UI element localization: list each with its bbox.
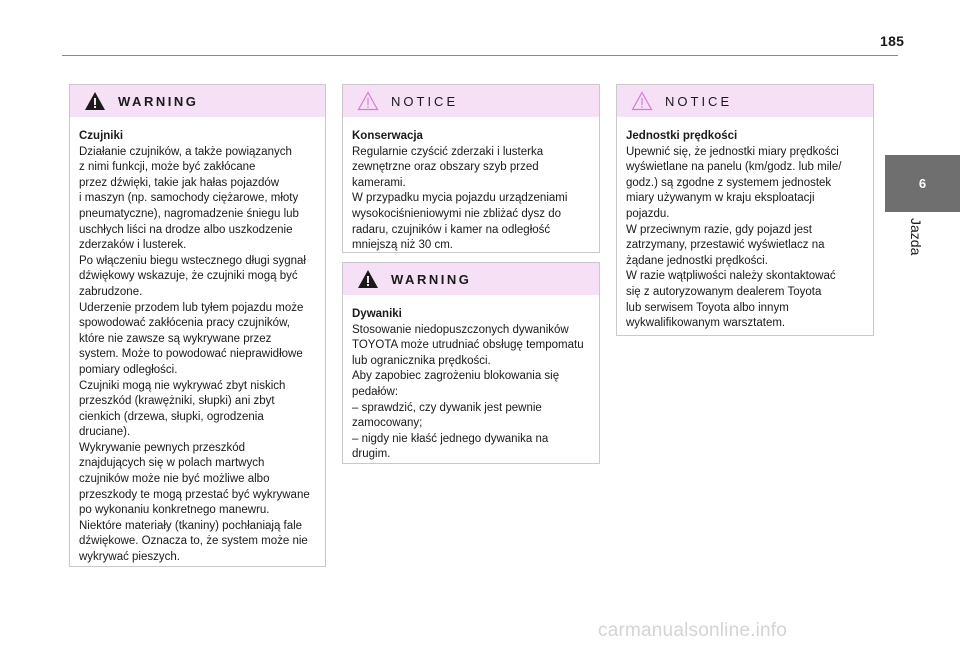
card-text-line: spowodować zakłócenia pracy czujników,	[79, 317, 290, 330]
card-text-line: Aby zapobiec zagrożeniu blokowania się	[352, 370, 560, 383]
card-heading: Dywaniki	[352, 308, 402, 320]
card-text-line: po wykonaniu konkretnego manewru.	[79, 504, 270, 517]
card-text-line: wykrywać pieszych.	[79, 551, 180, 564]
card-text-line: wyświetlane na panelu (km/godz. lub mile/	[626, 161, 842, 174]
card-heading: Jednostki prędkości	[626, 130, 738, 142]
card-text-line: Stosowanie niedopuszczonych dywaników	[352, 323, 569, 336]
card-text-line: znajdujących się w polach martwych	[79, 457, 265, 470]
card-text-line: zamocowany;	[352, 417, 423, 430]
card-text-line: zatrzymany, przestawić wyświetlacz na	[626, 239, 825, 252]
card-text-line: przeszkód (krawężniki, słupki) ani zbyt	[79, 395, 275, 408]
card-title: NOTICE	[665, 93, 733, 109]
card-header	[70, 85, 325, 117]
section-number: 6	[918, 176, 927, 191]
section-title-container	[906, 218, 930, 278]
card-text-line: zabrudzone.	[79, 285, 143, 298]
card-text-line: TOYOTA może utrudniać obsługę tempomatu	[352, 339, 584, 352]
card-text-line: miary używanym w kraju eksploatacji	[626, 192, 815, 205]
warning-triangle-icon	[84, 91, 106, 111]
card-text-line: dźwiękowy wskazuje, że czujniki mogą być	[79, 270, 298, 283]
section-title: Jazda	[908, 218, 924, 256]
page-number: 185	[880, 33, 905, 49]
card-title: WARNING	[391, 271, 472, 287]
card-header	[343, 85, 599, 117]
card-text-line: uschłych liści na drodze albo uszkodzenie	[79, 223, 293, 236]
card-text-line: – nigdy nie kłaść jednego dywanika na	[352, 432, 549, 445]
card-text-line: W przeciwnym razie, gdy pojazd jest	[626, 223, 812, 236]
card-text-line: pojazdu.	[626, 207, 670, 220]
card-text-line: pneumatyczne), nagromadzenie śniegu lub	[79, 207, 299, 220]
card-text-line: pomiary odległości.	[79, 363, 178, 376]
card-text-line: i maszyn (np. samochody ciężarowe, młoty	[79, 192, 299, 205]
card-text-line: lub ogranicznika prędkości.	[352, 354, 491, 367]
warning-card-sensors	[69, 84, 326, 567]
card-text-line: W przypadku mycia pojazdu urządzeniami	[352, 192, 568, 205]
card-text-line: kamerami.	[352, 176, 406, 189]
warning-card-floor-mats	[342, 262, 600, 464]
card-text-line: godz.) są zgodne z systemem jednostek	[626, 176, 832, 189]
card-text-line: Czujniki mogą nie wykrywać zbyt niskich	[79, 379, 286, 392]
card-text-line: Uderzenie przodem lub tyłem pojazdu może	[79, 301, 304, 314]
card-heading: Czujniki	[79, 130, 124, 142]
card-text-line: Upewnić się, że jednostki miary prędkości	[626, 145, 839, 158]
card-text-line: dźwiękowe. Oznacza to, że system może nie	[79, 535, 308, 548]
card-text-line: zewnętrzne oraz obszary szyb przed	[352, 161, 539, 174]
notice-triangle-icon	[357, 91, 379, 111]
card-text-line: W razie wątpliwości należy skontaktować	[626, 270, 836, 283]
card-text-line: – sprawdzić, czy dywanik jest pewnie	[352, 401, 542, 414]
card-text-line: czujników może nie być możliwe albo	[79, 473, 270, 486]
warning-triangle-icon	[357, 269, 379, 289]
card-text-line: radaru, czujników i kamer na odległość	[352, 223, 551, 236]
card-header	[617, 85, 873, 117]
card-text-line: drugim.	[352, 448, 391, 461]
card-text-line: Niektóre materiały (tkaniny) pochłaniają fale	[79, 519, 303, 532]
card-text-line: przeszkody te mogą przestać być wykrywane	[79, 488, 310, 501]
card-text-line: Działanie czujników, a także powiązanych	[79, 145, 292, 158]
card-text-line: z nimi funkcji, może być zakłócane	[79, 161, 256, 174]
top-divider	[62, 55, 898, 56]
card-title: WARNING	[118, 93, 199, 109]
card-text-line: się z autoryzowanym dealerem Toyota	[626, 285, 822, 298]
section-tab[interactable]	[885, 155, 960, 212]
watermark: carmanualsonline.info	[598, 620, 788, 641]
card-text-line: wysokociśnieniowymi nie zbliżać dysz do	[352, 207, 561, 220]
card-text-line: żądane jednostki prędkości.	[626, 254, 768, 267]
card-text-line: Po włączeniu biegu wstecznego długi sygnał	[79, 254, 306, 267]
card-body	[70, 117, 325, 576]
card-text-line: Wykrywanie pewnych przeszkód	[79, 441, 246, 454]
card-text-line: mniejszą niż 30 cm.	[352, 239, 453, 252]
card-text-line: przez dźwięki, takie jak hałas pojazdów	[79, 176, 280, 189]
card-text-line: wykwalifikowanym warsztatem.	[626, 317, 786, 330]
card-text-line: cienkich (drzewa, słupki, ogrodzenia	[79, 410, 264, 423]
notice-triangle-icon	[631, 91, 653, 111]
notice-card-speed-units	[616, 84, 874, 336]
card-text-line: Regularnie czyścić zderzaki i lusterka	[352, 145, 544, 158]
card-text-line: lub serwisem Toyota albo innym	[626, 301, 789, 314]
card-body	[617, 117, 873, 342]
card-body	[343, 117, 599, 264]
card-text-line: system. Może to powodować nieprawidłowe	[79, 348, 303, 361]
card-text-line: zderzaków i lusterek.	[79, 239, 187, 252]
card-heading: Konserwacja	[352, 130, 423, 142]
card-text-line: druciane).	[79, 426, 131, 439]
card-text-line: pedałów:	[352, 385, 399, 398]
card-body	[343, 295, 599, 473]
card-title: NOTICE	[391, 93, 459, 109]
notice-card-maintenance	[342, 84, 600, 253]
card-header	[343, 263, 599, 295]
card-text-line: które nie zawsze są wykrywane przez	[79, 332, 272, 345]
